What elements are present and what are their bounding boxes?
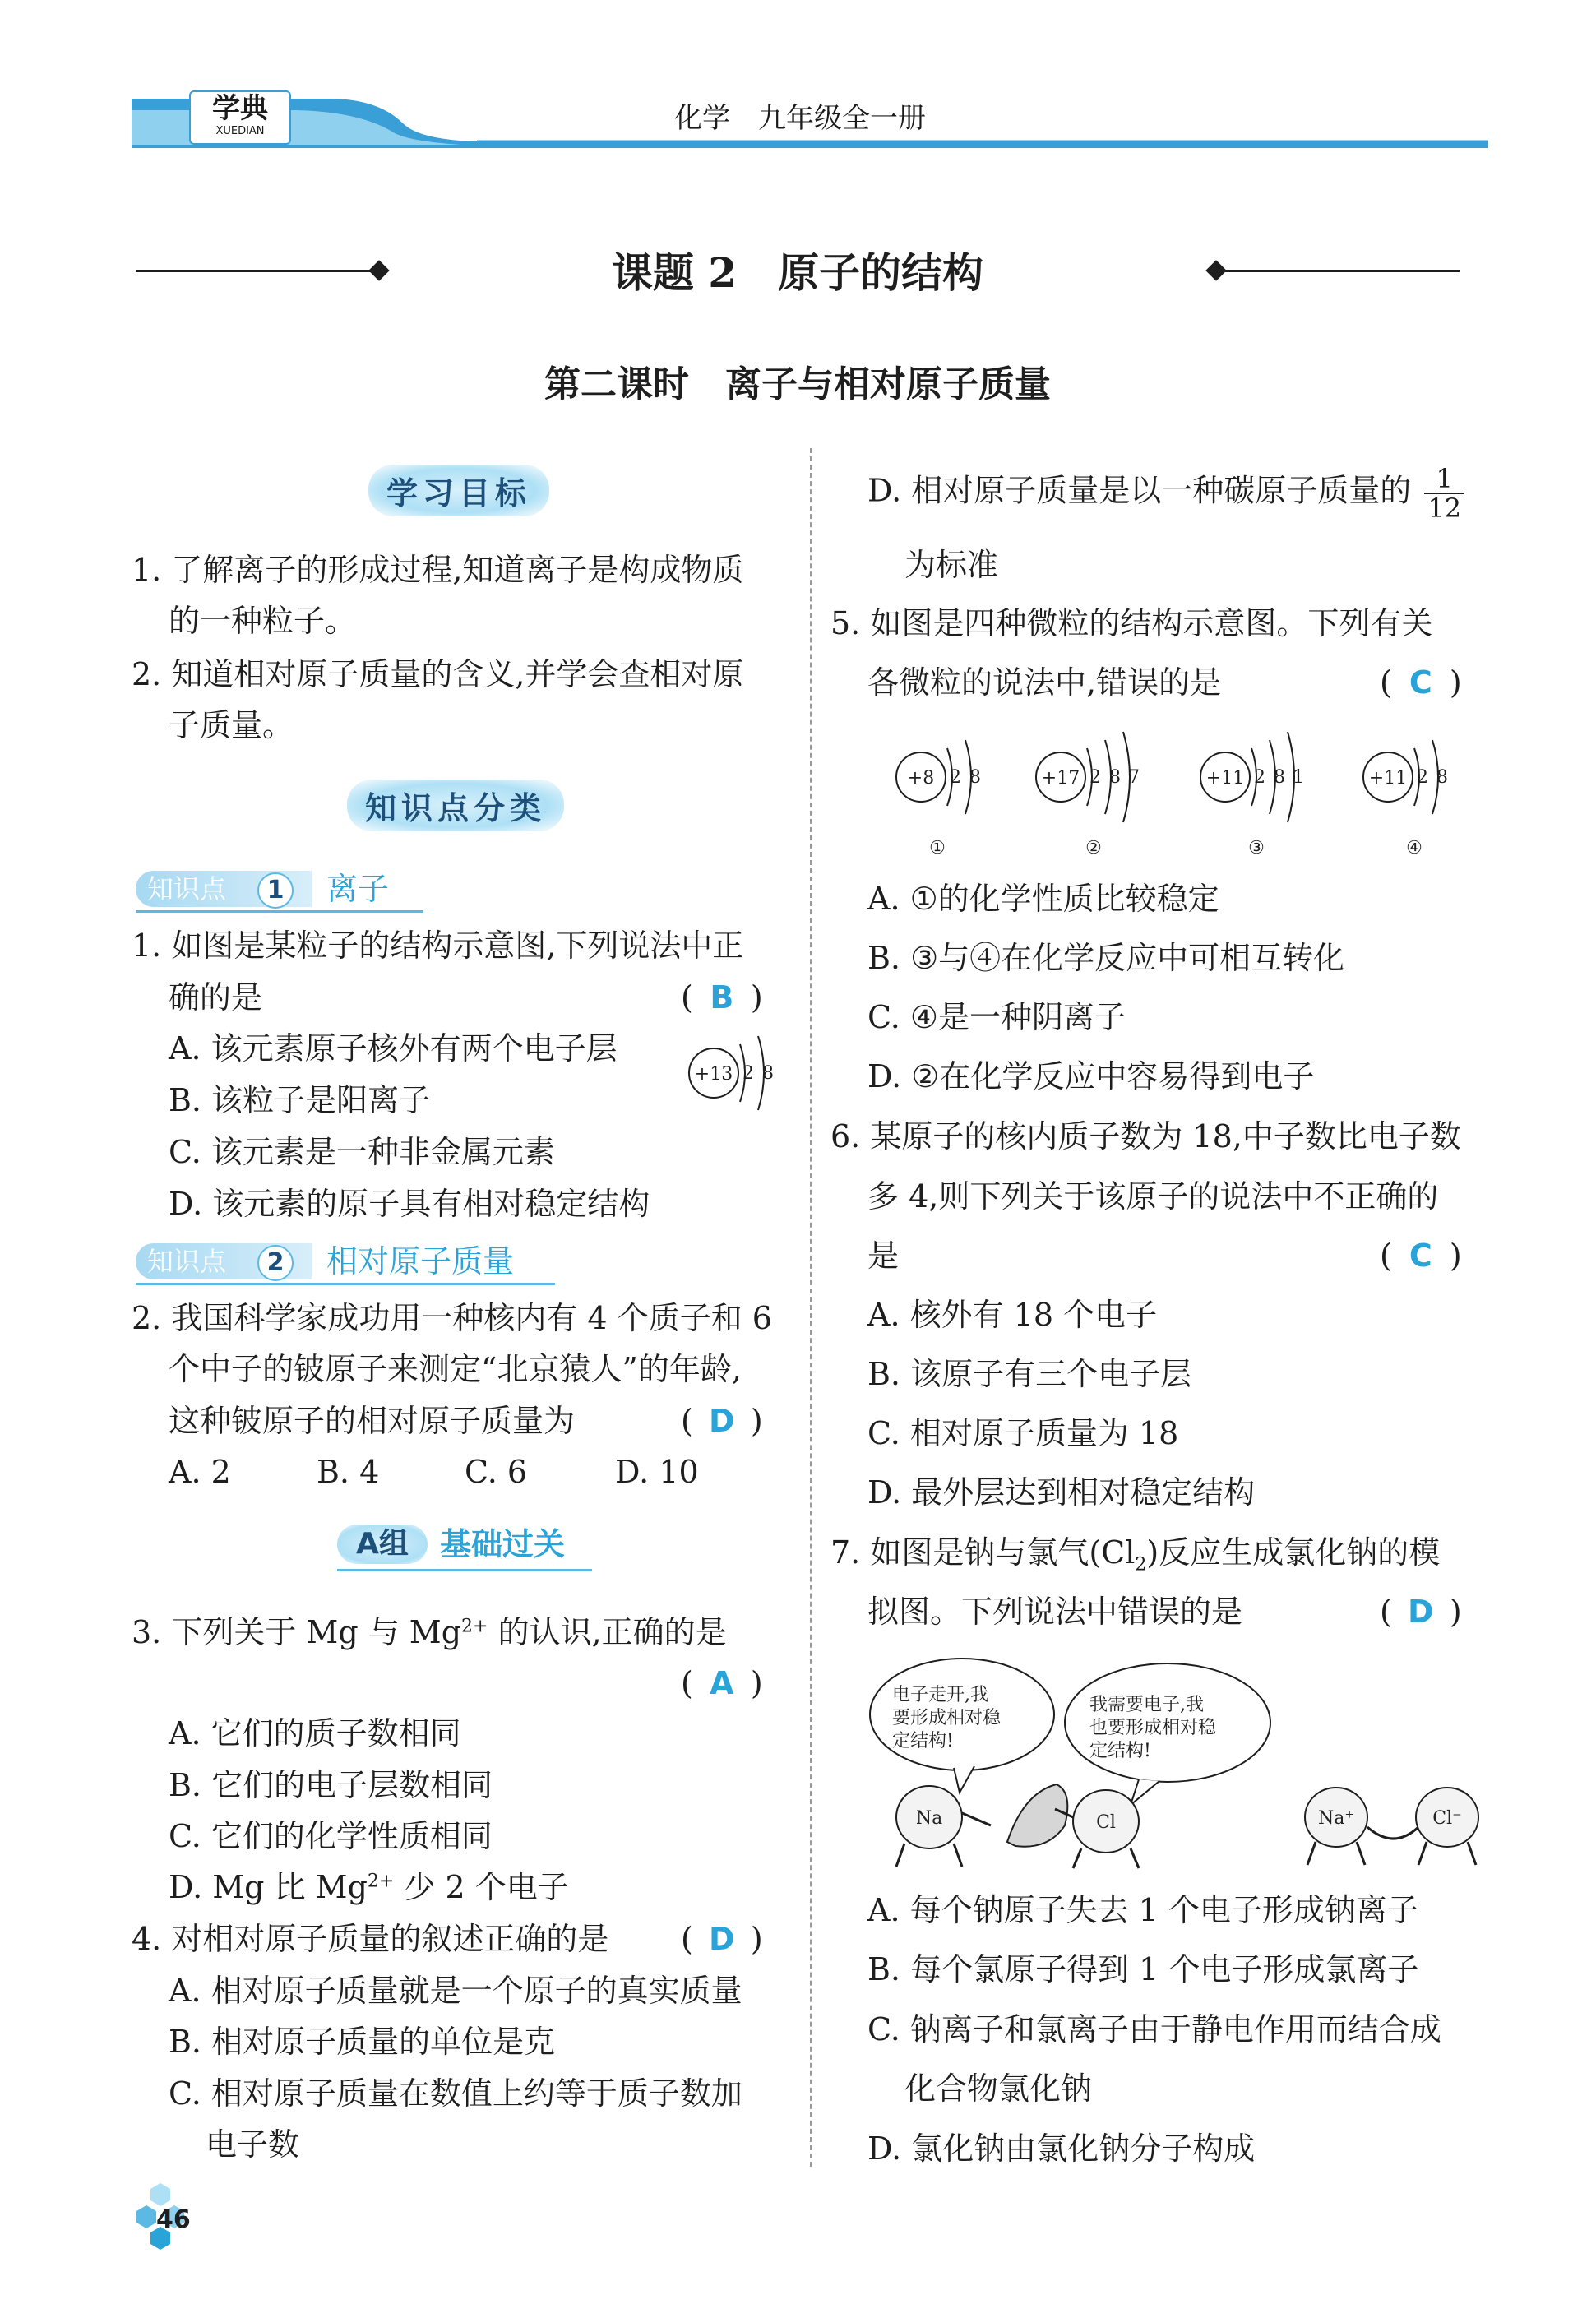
svg-text:2: 2 bbox=[1254, 767, 1265, 788]
q6-line2: 多 4,则下列关于该原子的说法中不正确的 bbox=[867, 1178, 1439, 1215]
q6-answer: C bbox=[1409, 1238, 1432, 1274]
q5-option-a: A. ①的化学性质比较稳定 bbox=[867, 881, 1219, 917]
q7-bubble-right-1: 我需要电子,我 bbox=[1089, 1695, 1204, 1715]
q1-nucleus: +13 bbox=[694, 1064, 733, 1085]
title-rule-left bbox=[136, 270, 382, 272]
q7-option-c-line1: C. 钠离子和氯离子由于静电作用而结合成 bbox=[867, 2011, 1441, 2047]
q7-answer-paren: ( D ) bbox=[1380, 1591, 1462, 1632]
title-rule-right bbox=[1213, 270, 1460, 272]
page-header bbox=[132, 90, 1488, 148]
svg-text:+11: +11 bbox=[1368, 768, 1408, 789]
group-a-banner bbox=[337, 1521, 592, 1571]
q5-particle-4-label: ④ bbox=[1406, 838, 1423, 858]
q5-answer-paren: ( C ) bbox=[1380, 662, 1462, 703]
kp2-title: 相对原子质量 bbox=[326, 1243, 515, 1279]
q5-particle-3-label: ③ bbox=[1248, 838, 1265, 858]
kp2-bar bbox=[136, 1240, 555, 1285]
q4-option-d-line2: 为标准 bbox=[904, 547, 999, 583]
header-subject: 化学 九年级全一册 bbox=[674, 102, 926, 135]
q3-stem: 3. 下列关于 Mg 与 $Mg^{2+}$ 的认识,正确的是 bbox=[132, 1614, 727, 1650]
page-title: 课题 2 原子的结构 bbox=[611, 248, 984, 297]
q7-line1: 7. 如图是钠与氯气$(Cl_2)$反应生成氯化钠的模 bbox=[830, 1534, 1441, 1575]
svg-text:7: 7 bbox=[1128, 767, 1140, 788]
q6-line3: 是 bbox=[867, 1238, 900, 1274]
knowledge-badge: 知识点分类 bbox=[347, 780, 564, 831]
q7-ion-bond bbox=[1367, 1827, 1418, 1839]
svg-text:+8: +8 bbox=[907, 768, 935, 789]
goal-2-line2: 子质量。 bbox=[169, 707, 294, 743]
q2-answer-paren: ( D ) bbox=[681, 1400, 763, 1441]
q1-line1: 1. 如图是某粒子的结构示意图,下列说法中正 bbox=[132, 928, 744, 964]
q2-option-a: A. 2 bbox=[169, 1454, 231, 1490]
q6-option-b: B. 该原子有三个电子层 bbox=[867, 1356, 1192, 1392]
q7-option-a: A. 每个钠原子失去 1 个电子形成钠离子 bbox=[867, 1892, 1418, 1928]
q7-cl-ion bbox=[1416, 1788, 1478, 1865]
q5-line2: 各微粒的说法中,错误的是 bbox=[867, 664, 1222, 701]
svg-text:2: 2 bbox=[950, 767, 961, 788]
q6-option-c: C. 相对原子质量为 18 bbox=[867, 1415, 1179, 1451]
q3-answer-paren: ( A ) bbox=[681, 1663, 763, 1704]
q7-na-atom bbox=[896, 1786, 991, 1867]
q7-bubble-right-3: 定结构! bbox=[1089, 1741, 1151, 1761]
q2-line2: 个中子的铍原子来测定“北京猿人”的年龄, bbox=[169, 1351, 742, 1387]
q4-option-a: A. 相对原子质量就是一个原子的真实质量 bbox=[169, 1973, 742, 2009]
q6-option-d: D. 最外层达到相对稳定结构 bbox=[867, 1474, 1256, 1511]
svg-text:2: 2 bbox=[1417, 767, 1428, 788]
svg-text:Na: Na bbox=[915, 1808, 943, 1829]
goal-1-line2: 的一种粒子。 bbox=[169, 603, 357, 639]
svg-text:+17: +17 bbox=[1041, 768, 1080, 789]
q6-option-a: A. 核外有 18 个电子 bbox=[867, 1297, 1158, 1333]
q5-particle-1-label: ① bbox=[929, 838, 946, 858]
q1-option-a: A. 该元素原子核外有两个电子层 bbox=[169, 1030, 618, 1066]
q5-particle-2 bbox=[1036, 732, 1140, 858]
group-a-label bbox=[337, 1525, 428, 1564]
q7-option-d: D. 氯化钠由氯化钠分子构成 bbox=[867, 2131, 1256, 2167]
q1-shell-1: 2 bbox=[742, 1063, 754, 1084]
q5-line1: 5. 如图是四种微粒的结构示意图。下列有关 bbox=[830, 605, 1433, 641]
q2-answer: D bbox=[709, 1403, 735, 1439]
kp1-bar bbox=[136, 868, 423, 913]
q4-answer-paren: ( D ) bbox=[681, 1918, 763, 1959]
q5-particle-diagrams bbox=[888, 715, 1480, 863]
q5-option-c: C. ④是一种阴离子 bbox=[867, 999, 1126, 1035]
q2-option-d: D. 10 bbox=[615, 1454, 699, 1490]
svg-text:8: 8 bbox=[1436, 767, 1448, 788]
logo-subtext: XUEDIAN bbox=[215, 125, 265, 137]
kp2-tag: 知识点 bbox=[136, 1243, 312, 1279]
q4-option-c-line2: 电子数 bbox=[206, 2126, 300, 2163]
kp1-title: 离子 bbox=[326, 871, 390, 907]
svg-text:2: 2 bbox=[1089, 767, 1101, 788]
group-a-title: 基础过关 bbox=[440, 1526, 566, 1562]
q3-option-c: C. 它们的化学性质相同 bbox=[169, 1818, 493, 1854]
q5-answer: C bbox=[1409, 664, 1432, 701]
q7-line2: 拟图。下列说法中错误的是 bbox=[867, 1594, 1243, 1630]
svg-text:1: 1 bbox=[1293, 767, 1304, 788]
q7-option-c-line2: 化合物氯化钠 bbox=[904, 2070, 1093, 2107]
svg-text:8: 8 bbox=[1109, 767, 1121, 788]
q5-particle-3 bbox=[1200, 732, 1304, 858]
group-a-word: 组 bbox=[378, 1527, 409, 1561]
q5-particle-1 bbox=[896, 740, 981, 858]
q5-particle-4 bbox=[1363, 740, 1448, 858]
q4-option-c-line1: C. 相对原子质量在数值上约等于质子数加 bbox=[169, 2075, 742, 2112]
q7-na-ion bbox=[1305, 1788, 1367, 1865]
page-subtitle: 第二课时 离子与相对原子质量 bbox=[544, 363, 1051, 405]
q4-stem: 4. 对相对原子质量的叙述正确的是 bbox=[132, 1921, 609, 1957]
q1-answer-paren: ( B ) bbox=[681, 977, 763, 1018]
q7-bubble-left-2: 要形成相对稳 bbox=[892, 1708, 1002, 1728]
goal-1-line1: 1. 了解离子的形成过程,知道离子是构成物质 bbox=[132, 552, 744, 588]
q6-answer-paren: ( C ) bbox=[1380, 1235, 1462, 1276]
q2-option-c: C. 6 bbox=[465, 1454, 528, 1490]
svg-text:Cl: Cl bbox=[1096, 1812, 1116, 1833]
q2-line3: 这种铍原子的相对原子质量为 bbox=[169, 1403, 576, 1439]
q4-fraction: $\frac{1}{12}$ bbox=[1424, 465, 1464, 522]
goal-2-line1: 2. 知道相对原子质量的含义,并学会查相对原 bbox=[132, 656, 744, 692]
q4-option-d-line1: D. 相对原子质量是以一种碳原子质量的 $\frac{1}{12}$ bbox=[867, 465, 1464, 522]
q7-cartoon bbox=[867, 1653, 1492, 1875]
q5-option-d: D. ②在化学反应中容易得到电子 bbox=[867, 1058, 1315, 1094]
learning-goals-badge: 学习目标 bbox=[368, 465, 549, 516]
q7-electron-swirl bbox=[1007, 1784, 1067, 1847]
q7-bubble-left-3: 定结构! bbox=[892, 1731, 954, 1751]
svg-text:8: 8 bbox=[1274, 767, 1285, 788]
q6-line1: 6. 某原子的核内质子数为 18,中子数比电子数 bbox=[830, 1118, 1461, 1154]
q5-option-b: B. ③与④在化学反应中可相互转化 bbox=[867, 940, 1345, 976]
q5-particle-2-label: ② bbox=[1085, 838, 1102, 858]
q3-answer: A bbox=[710, 1665, 734, 1701]
q7-answer: D bbox=[1408, 1594, 1434, 1630]
q7-bubble-left-1: 电子走开,我 bbox=[892, 1685, 988, 1705]
q3-option-a: A. 它们的质子数相同 bbox=[169, 1715, 461, 1751]
q4-answer: D bbox=[709, 1921, 735, 1957]
logo-text: 学典 bbox=[212, 92, 268, 125]
column-divider bbox=[810, 448, 812, 2167]
q1-option-d: D. 该元素的原子具有相对稳定结构 bbox=[169, 1186, 650, 1222]
kp1-number: 1 bbox=[257, 872, 294, 909]
q1-shell-2: 8 bbox=[762, 1063, 774, 1084]
q2-line1: 2. 我国科学家成功用一种核内有 4 个质子和 6 bbox=[132, 1300, 772, 1336]
q1-line2: 确的是 bbox=[169, 979, 263, 1016]
title-diamond-right bbox=[1205, 260, 1226, 280]
title-diamond-left bbox=[368, 260, 389, 280]
logo-box bbox=[189, 90, 291, 145]
svg-text:Na⁺: Na⁺ bbox=[1318, 1808, 1354, 1829]
page-number: 46 bbox=[156, 2205, 191, 2234]
q1-option-b: B. 该粒子是阳离子 bbox=[169, 1082, 431, 1118]
q1-answer: B bbox=[710, 979, 734, 1016]
q7-option-b: B. 每个氯原子得到 1 个电子形成氯离子 bbox=[867, 1951, 1419, 1987]
svg-text:Cl⁻: Cl⁻ bbox=[1432, 1808, 1462, 1829]
kp2-number: 2 bbox=[257, 1245, 294, 1281]
svg-text:+11: +11 bbox=[1205, 768, 1245, 789]
q3-option-d: D. Mg 比 $Mg^{2+}$ 少 2 个电子 bbox=[169, 1869, 569, 1905]
q3-option-b: B. 它们的电子层数相同 bbox=[169, 1767, 493, 1803]
q1-atom-diagram bbox=[682, 1028, 798, 1118]
q2-option-b: B. 4 bbox=[317, 1454, 380, 1490]
q4-option-b: B. 相对原子质量的单位是克 bbox=[169, 2024, 556, 2060]
group-a-letter: A bbox=[356, 1527, 379, 1561]
kp1-tag: 知识点 bbox=[136, 871, 312, 907]
q1-option-c: C. 该元素是一种非金属元素 bbox=[169, 1134, 555, 1170]
q7-bubble-right-2: 也要形成相对稳 bbox=[1089, 1718, 1217, 1738]
svg-text:8: 8 bbox=[969, 767, 981, 788]
